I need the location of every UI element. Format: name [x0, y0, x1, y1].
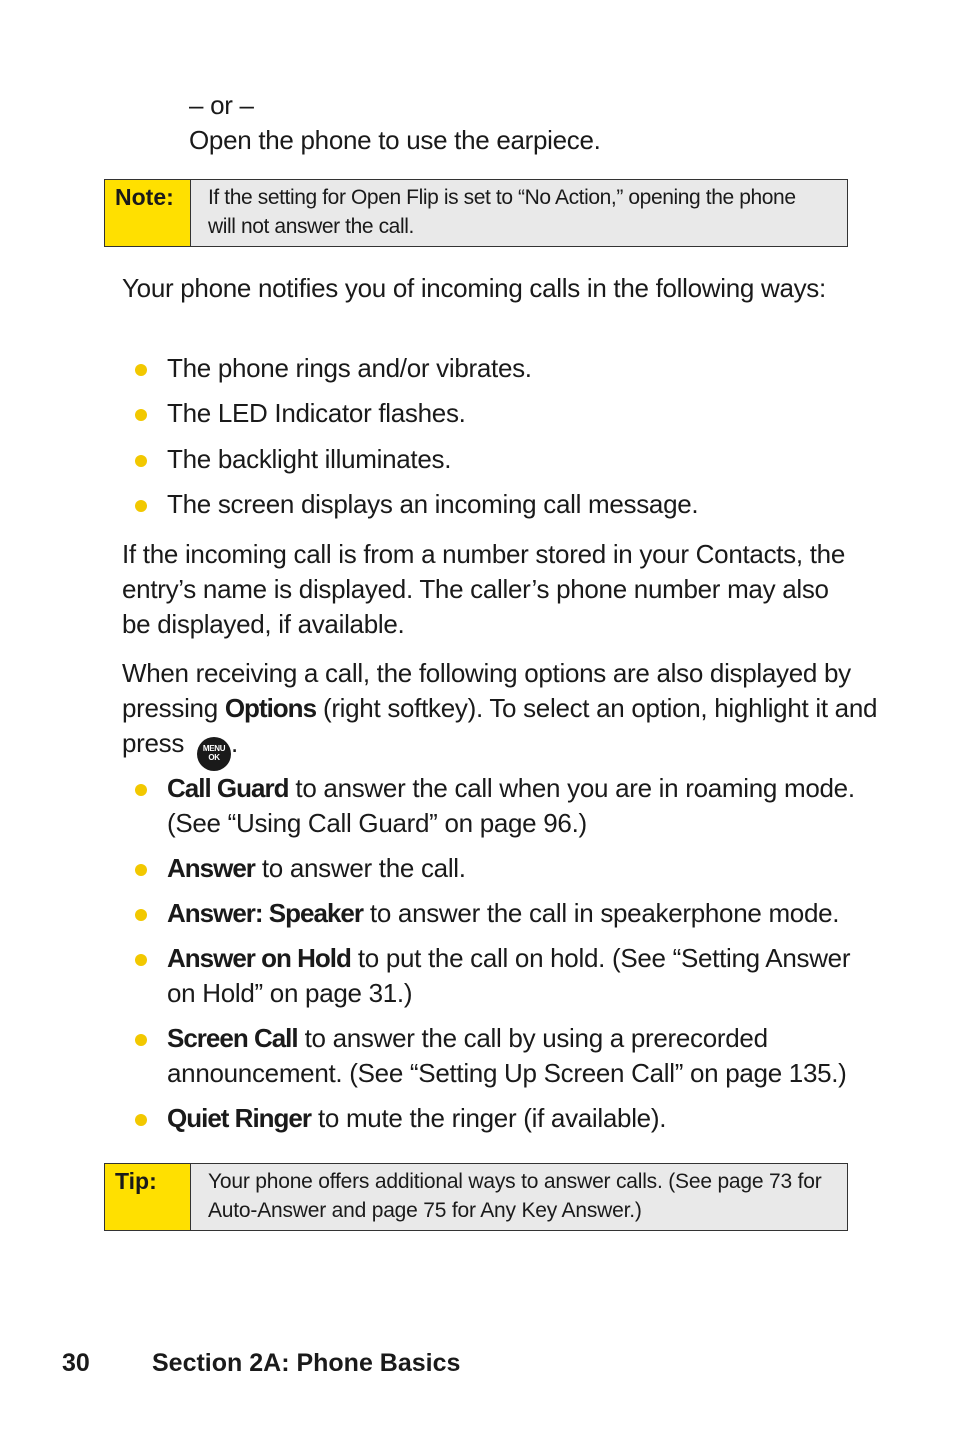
tip-text: Your phone offers additional ways to answer calls. (See page 73 for Auto-Answer and page 75 for Any Key Answer.): [208, 1170, 822, 1222]
list-item: The backlight illuminates.: [135, 442, 875, 487]
section-title: Section 2A: Phone Basics: [152, 1349, 461, 1377]
tip-callout: [104, 1163, 848, 1231]
list-item: Answer: Speaker to answer the call in speakerphone mode.: [135, 896, 875, 931]
list-item: Screen Call to answer the call by using a prerecorded announcement. (See “Setting Up Screen Call” on page 135.): [135, 1021, 875, 1091]
bullet-icon: [135, 455, 147, 467]
option-name: Answer: Speaker: [167, 898, 363, 928]
option-name: Call Guard: [167, 773, 289, 803]
bullet-icon: [135, 1034, 147, 1046]
note-callout: [104, 179, 848, 247]
option-name: Answer on Hold: [167, 943, 351, 973]
contacts-paragraph: If the incoming call is from a number stored in your Contacts, the entry’s name is displayed. The caller’s phone number may also be displayed, if available.: [122, 539, 845, 639]
list-item: The LED Indicator flashes.: [135, 396, 875, 441]
bullet-icon: [135, 784, 147, 796]
bullet-icon: [135, 500, 147, 512]
options-keyword: Options: [224, 693, 317, 723]
list-item: Answer to answer the call.: [135, 851, 875, 886]
open-phone-instruction: Open the phone to use the earpiece.: [189, 125, 601, 155]
bullet-icon: [135, 1114, 147, 1126]
bullet-icon: [135, 409, 147, 421]
or-separator: – or –: [189, 90, 254, 120]
list-item: The screen displays an incoming call message.: [135, 487, 875, 532]
option-name: Answer: [167, 853, 255, 883]
call-options-list: [135, 771, 875, 1146]
bullet-icon: [135, 864, 147, 876]
tip-label: Tip:: [105, 1164, 191, 1230]
bullet-icon: [135, 909, 147, 921]
note-label: Note:: [105, 180, 191, 246]
options-paragraph: When receiving a call, the following options are also displayed by pressing Options (right softkey). To select an option, highlight it and press MENU OK .: [122, 656, 882, 771]
option-name: Quiet Ringer: [167, 1103, 312, 1133]
list-item: The phone rings and/or vibrates.: [135, 351, 875, 396]
option-name: Screen Call: [167, 1023, 298, 1053]
list-item: Answer on Hold to put the call on hold. (See “Setting Answer on Hold” on page 31.): [135, 941, 875, 1011]
bullet-icon: [135, 954, 147, 966]
menu-ok-key-icon: MENU OK: [197, 737, 231, 771]
list-item: Quiet Ringer to mute the ringer (if available).: [135, 1101, 875, 1136]
bullet-icon: [135, 364, 147, 376]
list-item: Call Guard to answer the call when you are in roaming mode. (See “Using Call Guard” on page 96.): [135, 771, 875, 841]
intro-paragraph: Your phone notifies you of incoming calls in the following ways:: [122, 273, 826, 303]
note-text: If the setting for Open Flip is set to “No Action,” opening the phone will not answer the call.: [208, 186, 796, 238]
notification-list: [135, 351, 875, 532]
page-number: 30: [62, 1349, 90, 1377]
